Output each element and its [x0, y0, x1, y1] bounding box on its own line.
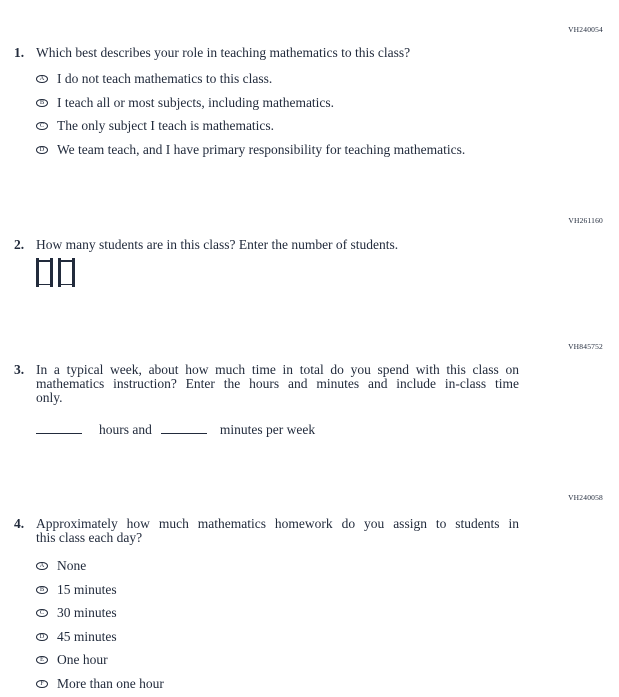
- q4-option-c: [36, 606, 117, 620]
- question-4-line: Approximately how much mathematics homework do you assign to students in: [36, 516, 519, 531]
- q4-option-b: [36, 583, 117, 597]
- question-2-code: VH261160: [568, 216, 603, 225]
- hours-blank[interactable]: [36, 420, 82, 434]
- option-label: 45 minutes: [57, 629, 117, 644]
- option-label: The only subject I teach is mathematics.: [57, 118, 275, 133]
- bubble-letter: D: [39, 145, 45, 153]
- minutes-blank[interactable]: [161, 420, 207, 434]
- question-1-line: Which best describes your role in teaching mathematics to this class?: [36, 45, 411, 60]
- question-1: [14, 46, 519, 60]
- q1-option-a: [36, 72, 272, 86]
- q4-option-f: [36, 677, 164, 691]
- option-label: We team teach, and I have primary responsibility for teaching mathematics.: [57, 142, 466, 157]
- question-3-line: only.: [36, 390, 63, 405]
- question-3: [14, 363, 519, 405]
- question-3-line: mathematics instruction? Enter the hours and minutes and include in-class time: [36, 376, 519, 391]
- answer-bubble-e[interactable]: [36, 656, 48, 665]
- question-2-number: 2.: [14, 237, 25, 252]
- bubble-letter: A: [39, 74, 45, 82]
- time-fill-in: [36, 420, 315, 437]
- answer-bubble-b[interactable]: [36, 99, 48, 108]
- question-2: [14, 238, 519, 252]
- question-4: [14, 517, 519, 545]
- bubble-letter: C: [39, 608, 45, 616]
- option-label: One hour: [57, 652, 108, 667]
- question-1-code: VH240054: [568, 25, 603, 34]
- bubble-letter: A: [39, 561, 45, 569]
- question-3-code: VH845752: [568, 342, 603, 351]
- fill-in-text-hours: hours and: [99, 422, 152, 437]
- option-label: None: [57, 558, 87, 573]
- question-4-code: VH240058: [568, 493, 603, 502]
- bubble-letter: C: [39, 121, 45, 129]
- question-4-line: this class each day?: [36, 530, 143, 545]
- q1-option-d: [36, 143, 465, 157]
- fill-in-text-minutes: minutes per week: [219, 422, 316, 437]
- option-label: 30 minutes: [57, 605, 117, 620]
- option-label: I do not teach mathematics to this class.: [57, 71, 273, 86]
- answer-bubble-c[interactable]: [36, 609, 48, 618]
- answer-bubble-c[interactable]: [36, 122, 48, 131]
- bubble-letter: E: [40, 655, 44, 663]
- q1-option-c: [36, 119, 274, 133]
- question-4-number: 4.: [14, 516, 25, 531]
- digit-box-tens[interactable]: [36, 258, 53, 287]
- bubble-letter: B: [39, 585, 45, 593]
- question-4-text: [36, 517, 519, 545]
- question-3-line: In a typical week, about how much time in total do you spend with this class on: [36, 362, 519, 377]
- question-1-text: [36, 46, 519, 60]
- question-2-line: How many students are in this class? Enter the number of students.: [36, 237, 399, 252]
- bubble-letter: D: [39, 632, 45, 640]
- answer-bubble-a[interactable]: [36, 75, 48, 84]
- option-label: More than one hour: [57, 676, 164, 691]
- answer-bubble-f[interactable]: [36, 680, 48, 689]
- question-2-text: [36, 238, 519, 252]
- question-1-number: 1.: [14, 45, 25, 60]
- answer-bubble-a[interactable]: [36, 562, 48, 571]
- bubble-letter: B: [39, 98, 45, 106]
- question-3-number: 3.: [14, 362, 25, 377]
- answer-bubble-d[interactable]: [36, 633, 48, 642]
- q4-option-a: [36, 559, 86, 573]
- option-label: I teach all or most subjects, including mathematics.: [57, 95, 335, 110]
- q4-option-d: [36, 630, 117, 644]
- q4-option-e: [36, 653, 108, 667]
- answer-bubble-d[interactable]: [36, 146, 48, 155]
- answer-bubble-b[interactable]: [36, 586, 48, 595]
- student-count-entry: [36, 258, 75, 287]
- digit-box-ones[interactable]: [58, 258, 75, 287]
- option-label: 15 minutes: [57, 582, 117, 597]
- q1-option-b: [36, 96, 334, 110]
- bubble-letter: F: [40, 679, 44, 687]
- question-3-text: [36, 363, 519, 405]
